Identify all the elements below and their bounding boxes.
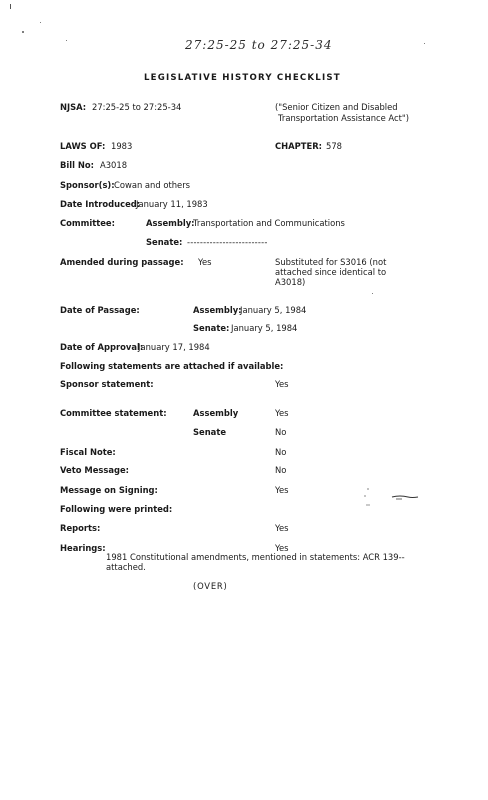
passage-senate-value: January 5, 1984 [231,323,298,333]
handwritten-citation: 27:25-25 to 27:25-34 [185,38,333,52]
committee-statement-label: Committee statement: [60,408,167,418]
reports-value: Yes [275,523,289,533]
date-introduced-label: Date Introduced: [60,199,141,209]
date-of-approval-label: Date of Approval: [60,342,144,352]
hearings-note-line2: attached. [106,562,146,572]
date-of-approval-value: January 17, 1984 [138,342,210,352]
fiscal-note-value: No [275,447,287,457]
chapter-label: CHAPTER: [275,141,323,151]
hearings-value: Yes [275,543,289,553]
amended-note-line1: Substituted for S3016 (not [275,257,387,267]
njsa-label: NJSA: [60,102,87,112]
sponsors-value: Cowan and others [114,180,191,190]
passage-senate-label: Senate: [193,323,230,333]
scan-speck [40,22,41,23]
over-note: (OVER) [193,581,228,591]
bill-no-value: A3018 [100,160,128,170]
passage-assembly-value: January 5, 1984 [240,305,307,315]
date-of-passage-label: Date of Passage: [60,305,140,315]
reports-label: Reports: [60,523,101,533]
sponsor-statement-value: Yes [275,379,289,389]
amended-note-line3: A3018) [275,277,306,287]
fiscal-note-label: Fiscal Note: [60,447,116,457]
amended-label: Amended during passage: [60,257,184,267]
committee-statement-senate-value: No [275,427,287,437]
scan-speck [10,4,11,9]
bill-no-label: Bill No: [60,160,95,170]
pen-mark [362,486,422,510]
amended-note-line2: attached since identical to [275,267,387,277]
scan-speck [66,40,67,41]
committee-statement-assembly-label: Assembly [193,408,239,418]
scan-speck [424,43,425,44]
committee-statement-assembly-value: Yes [275,408,289,418]
sponsors-label: Sponsor(s): [60,180,115,190]
sponsor-statement-label: Sponsor statement: [60,379,154,389]
passage-assembly-label: Assembly: [193,305,242,315]
veto-message-label: Veto Message: [60,465,130,475]
scan-speck [22,31,24,33]
committee-assembly-value: Transportation and Communications [193,218,345,228]
act-name-line2: Transportation Assistance Act") [278,113,410,123]
chapter-value: 578 [326,141,342,151]
committee-assembly-label: Assembly: [146,218,195,228]
page-title: LEGISLATIVE HISTORY CHECKLIST [144,73,341,83]
following-statements-heading: Following statements are attached if available: [60,361,284,371]
message-on-signing-label: Message on Signing: [60,485,158,495]
njsa-value: 27:25-25 to 27:25-34 [92,102,182,112]
veto-message-value: No [275,465,287,475]
laws-of-value: 1983 [111,141,133,151]
committee-label: Committee: [60,218,115,228]
committee-statement-senate-label: Senate [193,427,227,437]
committee-senate-value: ------------------------- [187,237,268,247]
following-printed-heading: Following were printed: [60,504,173,514]
message-on-signing-value: Yes [275,485,289,495]
committee-senate-label: Senate: [146,237,183,247]
amended-value: Yes [198,257,212,267]
date-introduced-value: January 11, 1983 [136,199,208,209]
hearings-label: Hearings: [60,543,106,553]
laws-of-label: LAWS OF: [60,141,106,151]
act-name-line1: ("Senior Citizen and Disabled [275,102,398,112]
hearings-note-line1: 1981 Constitutional amendments, mentioned in statements: ACR 139-- [106,552,405,562]
scan-speck [372,293,373,294]
